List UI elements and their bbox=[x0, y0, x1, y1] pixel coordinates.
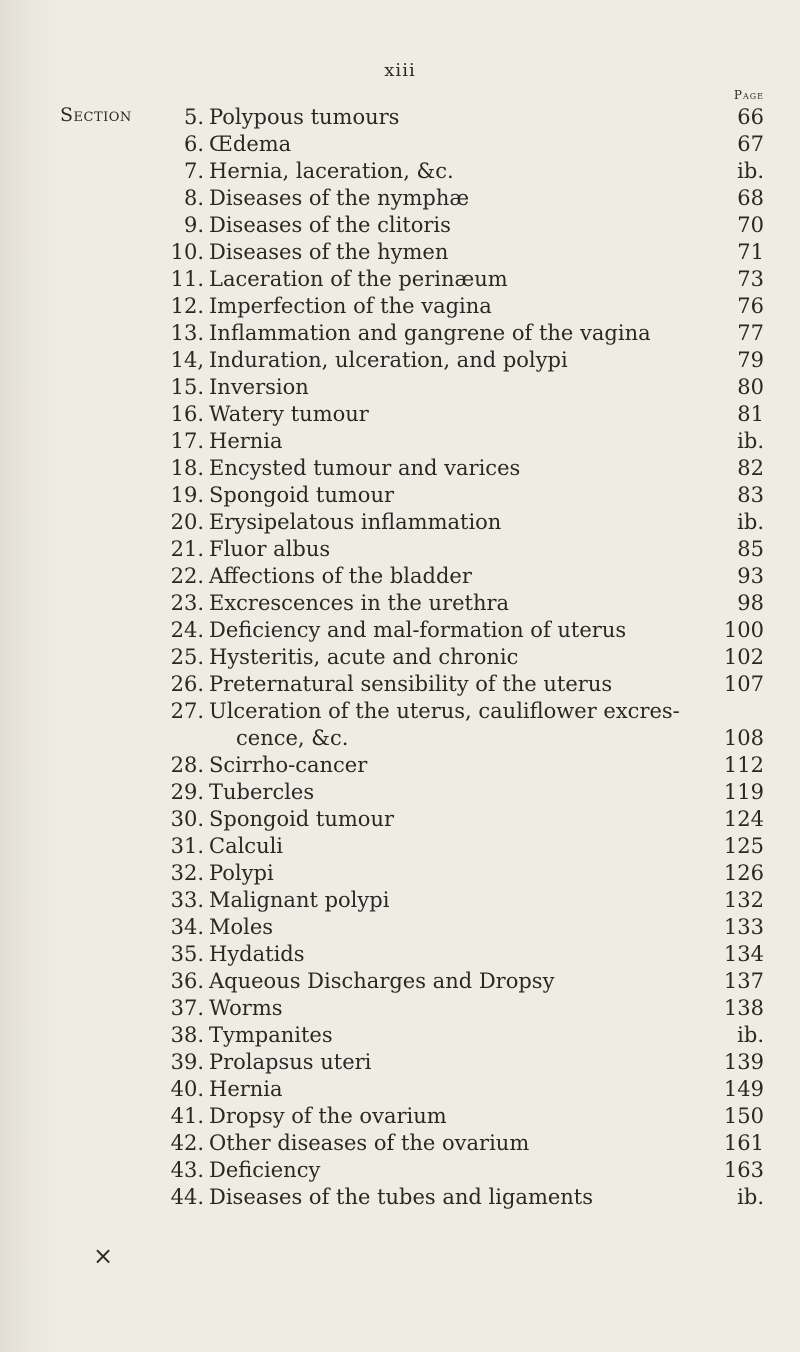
entry-page-number: 125 bbox=[723, 834, 764, 858]
entry-title: Spongoid tumour bbox=[209, 807, 395, 831]
contents-entry bbox=[0, 455, 800, 482]
entry-number: 22. bbox=[170, 564, 204, 588]
contents-entry bbox=[0, 482, 800, 509]
entry-page-number: 161 bbox=[723, 1131, 764, 1155]
entry-title: Malignant polypi bbox=[209, 888, 390, 912]
contents-entry bbox=[0, 1022, 800, 1049]
entry-page-number: 79 bbox=[737, 348, 764, 372]
entry-number: 42. bbox=[170, 1131, 204, 1155]
entry-page-number: 134 bbox=[723, 942, 764, 966]
section-label: Section bbox=[60, 104, 132, 126]
entry-number: 34. bbox=[170, 915, 204, 939]
page-column-heading: Page bbox=[733, 88, 764, 102]
entry-number: 11. bbox=[170, 267, 204, 291]
contents-entry bbox=[0, 914, 800, 941]
entry-title: Inflammation and gangrene of the vagina bbox=[209, 321, 651, 345]
entry-number: 14, bbox=[170, 348, 204, 372]
contents-entry bbox=[0, 590, 800, 617]
contents-entry bbox=[0, 671, 800, 698]
entry-title: Hernia bbox=[209, 1077, 283, 1101]
entry-page-number: 102 bbox=[723, 645, 764, 669]
entry-title: Erysipelatous inflammation bbox=[209, 510, 502, 534]
entry-page-number: 71 bbox=[737, 240, 764, 264]
entry-page-number: ib. bbox=[737, 429, 764, 453]
contents-entry bbox=[0, 266, 800, 293]
contents-entry bbox=[0, 428, 800, 455]
contents-entry bbox=[0, 185, 800, 212]
entry-title: Preternatural sensibility of the uterus bbox=[209, 672, 613, 696]
entry-page-number: 73 bbox=[737, 267, 764, 291]
entry-page-number: ib. bbox=[737, 159, 764, 183]
entry-title: Induration, ulceration, and polypi bbox=[209, 348, 568, 372]
entry-title: Scirrho-cancer bbox=[209, 753, 368, 777]
entry-number: 7. bbox=[183, 159, 204, 183]
contents-entry bbox=[0, 509, 800, 536]
contents-entry bbox=[0, 374, 800, 401]
contents-entry bbox=[0, 833, 800, 860]
entry-page-number: 107 bbox=[723, 672, 764, 696]
entry-page-number: 133 bbox=[723, 915, 764, 939]
entry-title: Œdema bbox=[209, 132, 292, 156]
entry-title: Spongoid tumour bbox=[209, 483, 395, 507]
entry-number: 27. bbox=[170, 699, 204, 723]
entry-title: Hydatids bbox=[209, 942, 305, 966]
entry-page-number: 124 bbox=[723, 807, 764, 831]
entry-title: Imperfection of the vagina bbox=[209, 294, 492, 318]
contents-entry bbox=[0, 1130, 800, 1157]
entry-number: 5. bbox=[183, 105, 204, 129]
entry-title: Deficiency and mal-formation of uterus bbox=[209, 618, 627, 642]
entry-title: Watery tumour bbox=[209, 402, 369, 426]
entry-title-continuation: cence, &c. bbox=[236, 726, 349, 750]
entry-page-number: 132 bbox=[723, 888, 764, 912]
entry-number: 40. bbox=[170, 1077, 204, 1101]
entry-page-number: 98 bbox=[737, 591, 764, 615]
entry-number: 28. bbox=[170, 753, 204, 777]
entry-title: Other diseases of the ovarium bbox=[209, 1131, 530, 1155]
margin-mark: × bbox=[93, 1242, 114, 1270]
entry-title: Affections of the bladder bbox=[209, 564, 472, 588]
entry-number: 32. bbox=[170, 861, 204, 885]
contents-list bbox=[0, 104, 800, 1211]
contents-entry bbox=[0, 995, 800, 1022]
contents-entry bbox=[0, 779, 800, 806]
entry-number: 17. bbox=[170, 429, 204, 453]
entry-number: 31. bbox=[170, 834, 204, 858]
contents-entry bbox=[0, 1076, 800, 1103]
entry-page-number: 77 bbox=[737, 321, 764, 345]
entry-number: 41. bbox=[170, 1104, 204, 1128]
entry-page-number: 108 bbox=[723, 726, 764, 750]
entry-number: 20. bbox=[170, 510, 204, 534]
contents-entry bbox=[0, 158, 800, 185]
contents-entry bbox=[0, 752, 800, 779]
contents-entry bbox=[0, 806, 800, 833]
entry-page-number: 80 bbox=[737, 375, 764, 399]
contents-entry bbox=[0, 131, 800, 158]
entry-page-number: ib. bbox=[737, 1185, 764, 1209]
entry-number: 37. bbox=[170, 996, 204, 1020]
entry-page-number: 85 bbox=[737, 537, 764, 561]
entry-number: 23. bbox=[170, 591, 204, 615]
entry-page-number: 137 bbox=[723, 969, 764, 993]
entry-number: 30. bbox=[170, 807, 204, 831]
entry-title: Tympanites bbox=[209, 1023, 333, 1047]
entry-title: Diseases of the hymen bbox=[209, 240, 449, 264]
entry-number: 39. bbox=[170, 1050, 204, 1074]
entry-number: 36. bbox=[170, 969, 204, 993]
contents-entry bbox=[0, 887, 800, 914]
contents-entry bbox=[0, 698, 800, 752]
entry-number: 43. bbox=[170, 1158, 204, 1182]
entry-number: 8. bbox=[183, 186, 204, 210]
entry-page-number: ib. bbox=[737, 510, 764, 534]
entry-title: Diseases of the nymphæ bbox=[209, 186, 470, 210]
entry-title: Hernia bbox=[209, 429, 283, 453]
entry-number: 26. bbox=[170, 672, 204, 696]
entry-title: Polypous tumours bbox=[209, 105, 400, 129]
entry-number: 9. bbox=[183, 213, 204, 237]
entry-title: Laceration of the perinæum bbox=[209, 267, 508, 291]
entry-number: 38. bbox=[170, 1023, 204, 1047]
entry-page-number: 68 bbox=[737, 186, 764, 210]
contents-entry bbox=[0, 644, 800, 671]
contents-entry bbox=[0, 941, 800, 968]
entry-number: 13. bbox=[170, 321, 204, 345]
entry-page-number: 138 bbox=[723, 996, 764, 1020]
entry-page-number: 83 bbox=[737, 483, 764, 507]
contents-entry bbox=[0, 1049, 800, 1076]
entry-title: Moles bbox=[209, 915, 274, 939]
entry-title: Deficiency bbox=[209, 1158, 321, 1182]
entry-title: Dropsy of the ovarium bbox=[209, 1104, 447, 1128]
entry-page-number: 163 bbox=[723, 1158, 764, 1182]
contents-entry bbox=[0, 347, 800, 374]
entry-title: Tubercles bbox=[209, 780, 315, 804]
contents-entry bbox=[0, 293, 800, 320]
entry-title: Ulceration of the uterus, cauliflower excres- bbox=[209, 699, 680, 723]
entry-page-number: 139 bbox=[723, 1050, 764, 1074]
contents-entry bbox=[0, 617, 800, 644]
entry-page-number: 81 bbox=[737, 402, 764, 426]
entry-title: Polypi bbox=[209, 861, 274, 885]
contents-entry bbox=[0, 968, 800, 995]
entry-number: 6. bbox=[183, 132, 204, 156]
contents-entry bbox=[0, 860, 800, 887]
page-folio: xiii bbox=[384, 60, 416, 81]
entry-page-number: 149 bbox=[723, 1077, 764, 1101]
entry-number: 10. bbox=[170, 240, 204, 264]
entry-title: Excrescences in the urethra bbox=[209, 591, 510, 615]
entry-title: Aqueous Discharges and Dropsy bbox=[209, 969, 555, 993]
contents-entry bbox=[0, 536, 800, 563]
contents-entry bbox=[0, 320, 800, 347]
entry-page-number: 93 bbox=[737, 564, 764, 588]
entry-number: 21. bbox=[170, 537, 204, 561]
entry-page-number: 67 bbox=[737, 132, 764, 156]
entry-page-number: 100 bbox=[723, 618, 764, 642]
contents-entry bbox=[0, 401, 800, 428]
entry-number: 15. bbox=[170, 375, 204, 399]
entry-number: 25. bbox=[170, 645, 204, 669]
entry-page-number: 66 bbox=[737, 105, 764, 129]
entry-page-number: 126 bbox=[723, 861, 764, 885]
entry-number: 44. bbox=[170, 1185, 204, 1209]
entry-page-number: 119 bbox=[723, 780, 764, 804]
entry-title: Worms bbox=[209, 996, 283, 1020]
contents-entry bbox=[0, 563, 800, 590]
entry-title: Hernia, laceration, &c. bbox=[209, 159, 454, 183]
entry-title: Hysteritis, acute and chronic bbox=[209, 645, 519, 669]
entry-number: 19. bbox=[170, 483, 204, 507]
entry-page-number: 76 bbox=[737, 294, 764, 318]
contents-entry bbox=[0, 1184, 800, 1211]
contents-entry bbox=[0, 239, 800, 266]
contents-entry bbox=[0, 212, 800, 239]
entry-number: 16. bbox=[170, 402, 204, 426]
entry-page-number: 82 bbox=[737, 456, 764, 480]
entry-number: 18. bbox=[170, 456, 204, 480]
entry-number: 12. bbox=[170, 294, 204, 318]
entry-number: 35. bbox=[170, 942, 204, 966]
entry-title: Diseases of the clitoris bbox=[209, 213, 451, 237]
entry-number: 24. bbox=[170, 618, 204, 642]
entry-page-number: ib. bbox=[737, 1023, 764, 1047]
contents-entry bbox=[0, 1103, 800, 1130]
entry-title: Inversion bbox=[209, 375, 309, 399]
entry-title: Diseases of the tubes and ligaments bbox=[209, 1185, 594, 1209]
contents-entry bbox=[0, 104, 800, 131]
entry-title: Calculi bbox=[209, 834, 284, 858]
contents-entry bbox=[0, 1157, 800, 1184]
entry-page-number: 112 bbox=[723, 753, 764, 777]
entry-page-number: 150 bbox=[723, 1104, 764, 1128]
entry-title: Encysted tumour and varices bbox=[209, 456, 521, 480]
entry-number: 33. bbox=[170, 888, 204, 912]
entry-title: Fluor albus bbox=[209, 537, 331, 561]
entry-number: 29. bbox=[170, 780, 204, 804]
entry-title: Prolapsus uteri bbox=[209, 1050, 372, 1074]
entry-page-number: 70 bbox=[737, 213, 764, 237]
